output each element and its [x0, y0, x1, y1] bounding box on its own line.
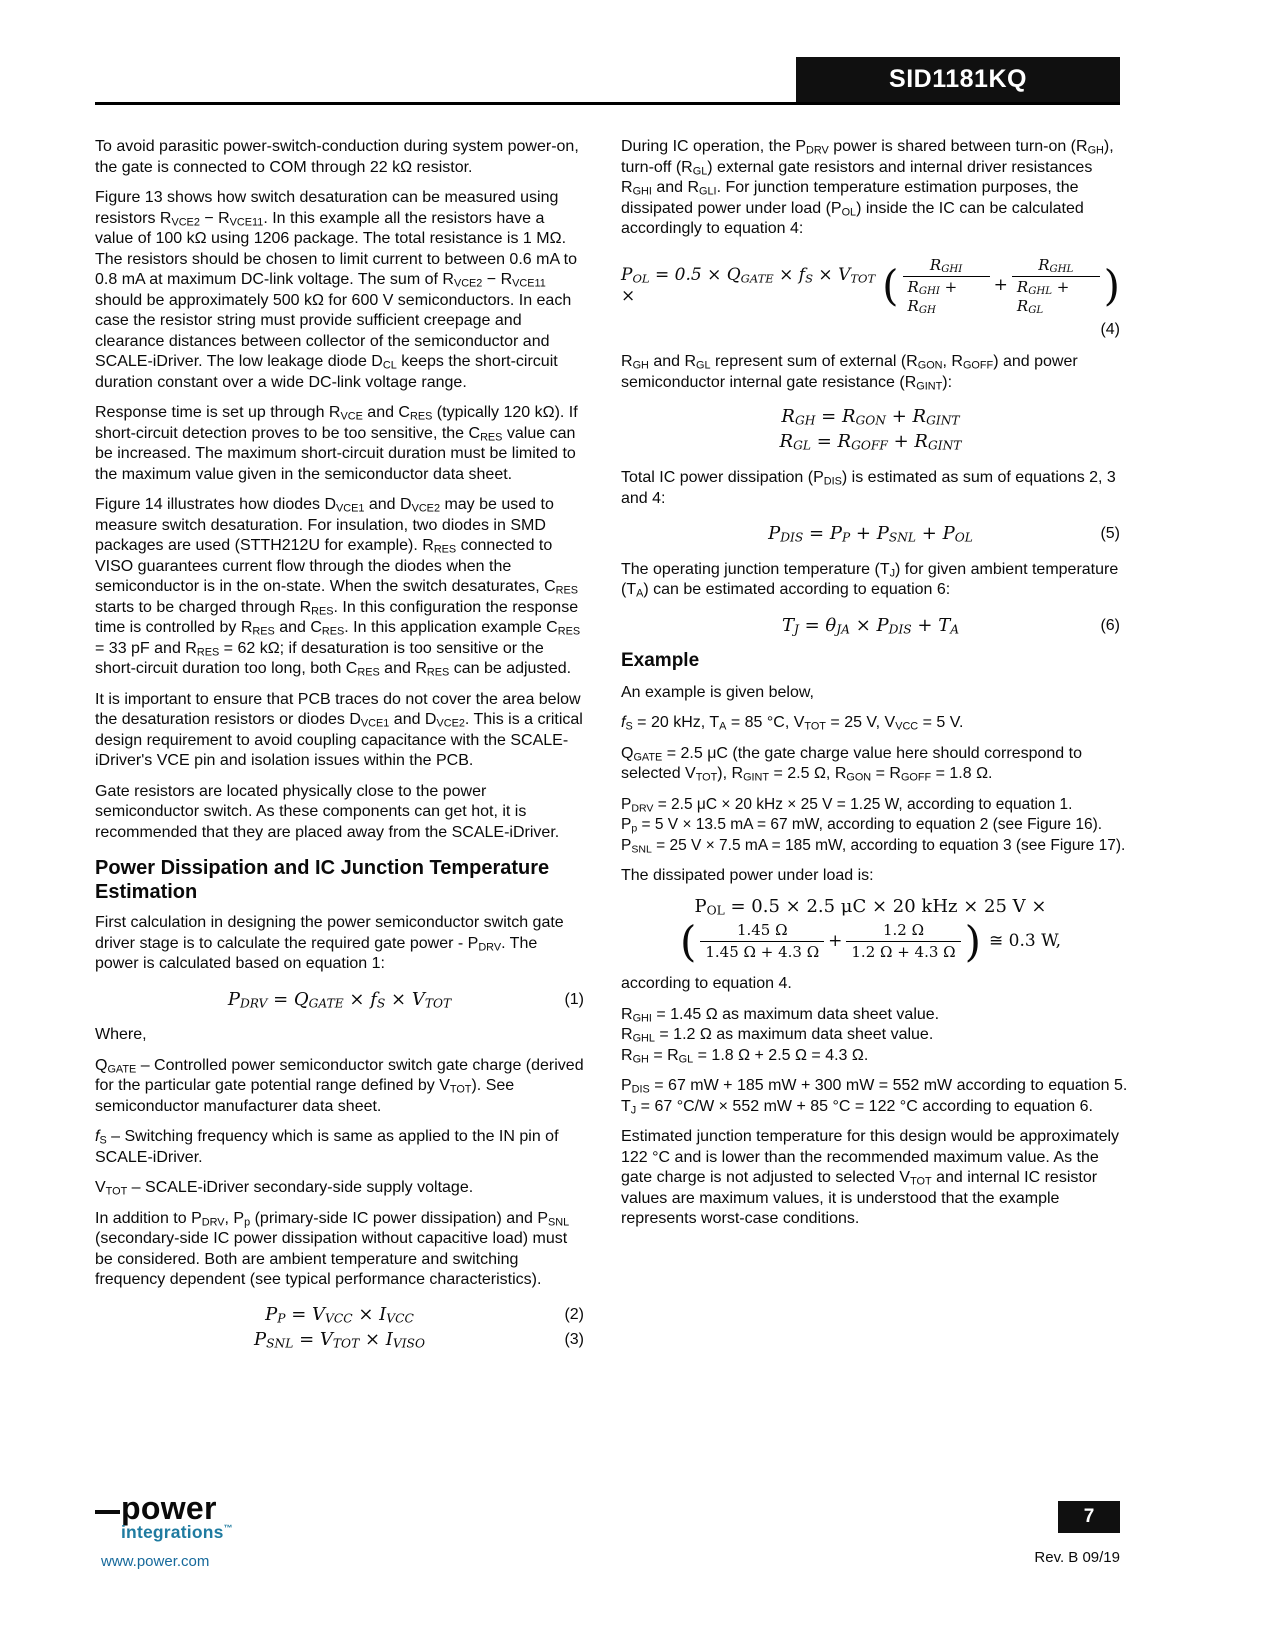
paragraph-gate-resistors: Gate resistors are located physically close to the power semiconductor switch. As these components can get hot, it is recommended that they are placed away from the SCALE-iDriver.: [95, 782, 560, 841]
close-paren: ): [964, 916, 982, 966]
calc-line-pp: $P_p = 5$ V × 13.5 mA = 67 mW, according to equation 2 (see Figure 16).: [621, 816, 1103, 835]
paragraph-junction-temperature: The operating junction temperature $(T_J)$ for given ambient temperature $(T_A)$ can be estimated according to equation 6:: [621, 560, 1119, 600]
fraction-denominator: 1.2 Ω + 4.3 Ω: [846, 941, 960, 962]
equation-5: [621, 524, 1120, 545]
final-line-tj: $T_J = 67$ °C/W × 552 mW + 85 °C = 122 °C according to equation 6.: [621, 1097, 1093, 1116]
paragraph-pcb-traces: It is important to ensure that PCB traces do not cover the area below the desaturation resistors or diodes $D_{VCE1}$ and $D_{VCE2}$. This is a critical design requirement to avoid coupling capacitance with the SCALE-iDriver's VCE pin and isolation issues within the PCB.: [95, 690, 583, 769]
paragraph-in-addition: In addition to $P_{DRV}$, $P_p$ (primary-side IC power dissipation) and $P_{SNL}$ (secondary-side IC power dissipation without capacitive load) must be considered. Both are ambient temperature and switching frequency dependent (see typical performance characteristics).: [95, 1209, 570, 1288]
page-number-badge: [1058, 1501, 1120, 1533]
equation-2-number: (2): [564, 1305, 584, 1323]
equation-3: [95, 1330, 584, 1351]
paragraph-figure14: Figure 14 illustrates how diodes $D_{VCE1}$ and $D_{VCE2}$ may be used to measure switch desaturation. For insulation, two diodes in SMD packages are used (STTH212U for example). $R_{RES}$ connected to VISO guarantees current flow through the diodes when the semiconductor is in the on-state. When the switch desaturates, $C_{RES}$ starts to be charged through $R_{RES}$. In this configuration the response time is controlled by $R_{RES}$ and $C_{RES}$. In this application example $C_{RES} = 33$ pF and $R_{RES} = 62$ kΩ; if desaturation is too sensitive or the short-circuit duration too long, both $C_{RES}$ and $R_{RES}$ can be adjusted.: [95, 496, 581, 679]
definition-vtot: $V_{TOT}$ – SCALE-iDriver secondary-side supply voltage.: [95, 1179, 474, 1198]
equation-4-lhs: $P_{OL} = 0.5 \times Q_{GATE} \times f_S \times V_{TOT}$ ×: [621, 265, 876, 306]
fraction-denominator: $R_{GHI} + R_{GH}$: [903, 276, 990, 316]
fraction: [903, 256, 990, 316]
part-number-badge: [796, 57, 1120, 102]
website-link[interactable]: www.power.com: [101, 1553, 210, 1570]
equation-1-number: (1): [564, 990, 584, 1008]
logo-integrations-text: [121, 1522, 233, 1543]
equation-4-number: (4): [1100, 320, 1120, 338]
equation-rgl: $R_{GL} = R_{GOFF} + R_{GINT}$: [779, 430, 962, 453]
equation-3-number: (3): [564, 1331, 584, 1348]
page-number: 7: [1083, 1506, 1095, 1527]
logo-wordmark: [95, 1490, 233, 1526]
calc-line-pdrv: $P_{DRV} = 2.5$ μC × 20 kHz × 25 V = 1.25 W, according to equation 1.: [621, 795, 1073, 814]
logo-power-text: power: [121, 1490, 217, 1526]
fraction: [1012, 256, 1100, 316]
equation-2-body: $P_P = V_{VCC} \times I_{VCC}$: [265, 1303, 414, 1326]
where-label: Where,: [95, 1026, 147, 1043]
logo-integrations-word: integrations: [121, 1522, 224, 1542]
trademark-symbol: ™: [223, 1523, 233, 1534]
fraction-numerator: 1.45 Ω: [736, 921, 788, 939]
equation-3-body: $P_{SNL} = V_{TOT} \times I_{VISO}$: [254, 1329, 425, 1351]
paragraph-total-dissipation: Total IC power dissipation $(P_{DIS})$ is estimated as sum of equations 2, 3 and 4:: [621, 469, 1116, 507]
equation-1: [95, 990, 584, 1011]
equation-6-number: (6): [1100, 616, 1120, 634]
open-paren: (: [679, 916, 697, 966]
paragraph-ic-operation: During IC operation, the $P_{DRV}$ power is shared between turn-on $(R_{GH})$, turn-off $(R_{GL})$ external gate resistors and internal driver resistances $R_{GHI}$ and $R_{GLI}$. For junction temperature estimation purposes, the dissipated power under load $(P_{OL})$ inside the IC can be calculated accordingly to equation 4:: [621, 138, 1114, 237]
fraction: [700, 921, 824, 962]
header-rule: [95, 102, 1120, 105]
fraction-denominator: $R_{GHL} + R_{GL}$: [1012, 276, 1100, 316]
plus-operator: +: [828, 931, 843, 952]
paragraph-estimated-temperature: Estimated junction temperature for this design would be approximately 122 °C and is lower than the recommended maximum value. As the gate charge is not adjusted to selected $V_{TOT}$ and internal IC resistor values are maximum values, it is understood that the example represents worst-case conditions.: [621, 1128, 1120, 1227]
resistor-values: [621, 1005, 1120, 1067]
fraction-numerator: $R_{GHL}$: [1038, 255, 1074, 275]
equation-pol-line1: $P_{OL} = 0.5 \times 2.5$ μC × 20 kHz × 25 V ×: [694, 895, 1047, 918]
according-equation-4: according to equation 4.: [621, 975, 792, 992]
company-logo: [95, 1490, 233, 1571]
example-parameters-1: $f_S = 20$ kHz, $T_A = 85$ °C, $V_{TOT} = 25$ V, $V_{VCC} = 5$ V.: [621, 714, 964, 733]
fraction-numerator: $R_{GHI}$: [929, 255, 963, 275]
open-paren: (: [882, 260, 899, 310]
r-line-rghi: $R_{GHI} = 1.45$ Ω as maximum data sheet value.: [621, 1005, 940, 1024]
equation-2: [95, 1305, 584, 1326]
right-column: [621, 137, 1128, 1240]
equation-6-body: $T_J = \theta_{JA} \times P_{DIS} + T_A$: [781, 614, 960, 637]
equation-6: [621, 616, 1120, 637]
final-line-pdis: $P_{DIS} = 67$ mW + 185 mW + 300 mW = 552 mW according to equation 5.: [621, 1077, 1128, 1096]
part-number: SID1181KQ: [889, 65, 1027, 93]
fraction: [846, 921, 960, 962]
definition-fs: $f_S$ – Switching frequency which is same as applied to the IN pin of SCALE-iDriver.: [95, 1128, 559, 1166]
fraction-numerator: 1.2 Ω: [882, 921, 925, 939]
fraction-denominator: 1.45 Ω + 4.3 Ω: [700, 941, 824, 962]
example-calculations: [621, 795, 1126, 857]
plus-operator: +: [993, 275, 1008, 296]
equation-pol-result: ≅ 0.3 W,: [989, 931, 1062, 952]
equation-1-body: $P_{DRV} = Q_{GATE} \times f_S \times V_{TOT}$: [227, 988, 452, 1011]
paragraph-rgh-rgl: $R_{GH}$ and $R_{GL}$ represent sum of external ($R_{GON}$, $R_{GOFF}$) and power semiconductor internal gate resistance $(R_{GINT})$:: [621, 353, 1078, 392]
equation-5-body: $P_{DIS} = P_P + P_{SNL} + P_{OL}$: [768, 523, 973, 545]
paragraph-first-calculation: First calculation in designing the power semiconductor switch gate driver stage is to calculate the required gate power - $P_{DRV}$. The power is calculated based on equation 1:: [95, 914, 564, 972]
logo-dash-icon: [95, 1510, 120, 1514]
equation-4-body: [621, 256, 1120, 316]
r-line-rghl: $R_{GHL} = 1.2$ Ω as maximum data sheet value.: [621, 1026, 934, 1045]
definition-qgate: $Q_{GATE}$ – Controlled power semiconductor switch gate charge (derived for the particular gate potential range defined by $V_{TOT}$). See semiconductor manufacturer data sheet.: [95, 1056, 584, 1115]
calc-line-psnl: $P_{SNL} = 25$ V × 7.5 mA = 185 mW, according to equation 3 (see Figure 17).: [621, 836, 1126, 855]
equation-5-number: (5): [1100, 525, 1120, 542]
close-paren: ): [1103, 260, 1120, 310]
equation-4: [621, 256, 1120, 341]
revision-label: Rev. B 09/19: [1034, 1549, 1120, 1566]
example-intro: An example is given below,: [621, 683, 814, 701]
equation-pol-numeric: [621, 895, 1120, 966]
left-column: [95, 137, 584, 1356]
example-heading: Example: [621, 650, 700, 671]
final-calculations: [621, 1076, 1128, 1117]
equation-pol-line2: [621, 916, 1120, 966]
example-parameters-2: $Q_{GATE} = 2.5$ μC (the gate charge value here should correspond to selected $V_{TOT}$), $R_{GINT} = 2.5$ Ω, $R_{GON} = R_{GOFF} = 1.8$ Ω.: [621, 744, 1082, 784]
paragraph-figure13: Figure 13 shows how switch desaturation can be measured using resistors $R_{VCE2} - R_{VCE11}$. In this example all the resistors have a value of 100 kΩ using 1206 package. The total resistance is 1 MΩ. The resistors should be chosen to limit current to between 0.6 mA to 0.8 mA at maximum DC-link voltage. The sum of $R_{VCE2} - R_{VCE11}$ should be approximately 500 kΩ for 600 V semiconductors. In each case the resistor string must provide sufficient creepage and clearance distances between collector of the semiconductor and SCALE-iDriver. The low leakage diode $D_{CL}$ keeps the short-circuit duration constant over a wide DC-link voltage range.: [95, 189, 578, 391]
equation-rgh: $R_{GH} = R_{GON} + R_{GINT}$: [781, 406, 960, 428]
paragraph-power-on: To avoid parasitic power-switch-conduction during system power-on, the gate is connected to COM through 22 kΩ resistor.: [95, 138, 579, 176]
r-line-rgh: $R_{GH} = R_{GL} = 1.8$ Ω + 2.5 Ω = 4.3 Ω.: [621, 1046, 869, 1065]
section-heading-power-dissipation: Power Dissipation and IC Junction Temperature Estimation: [95, 857, 550, 903]
paragraph-response-time: Response time is set up through $R_{VCE}$ and $C_{RES}$ (typically 120 kΩ). If short-circuit detection proves to be too sensitive, the $C_{RES}$ value can be increased. The maximum short-circuit duration must be limited to the maximum value given in the semiconductor data sheet.: [95, 404, 578, 483]
dissipated-power-label: The dissipated power under load is:: [621, 867, 874, 884]
